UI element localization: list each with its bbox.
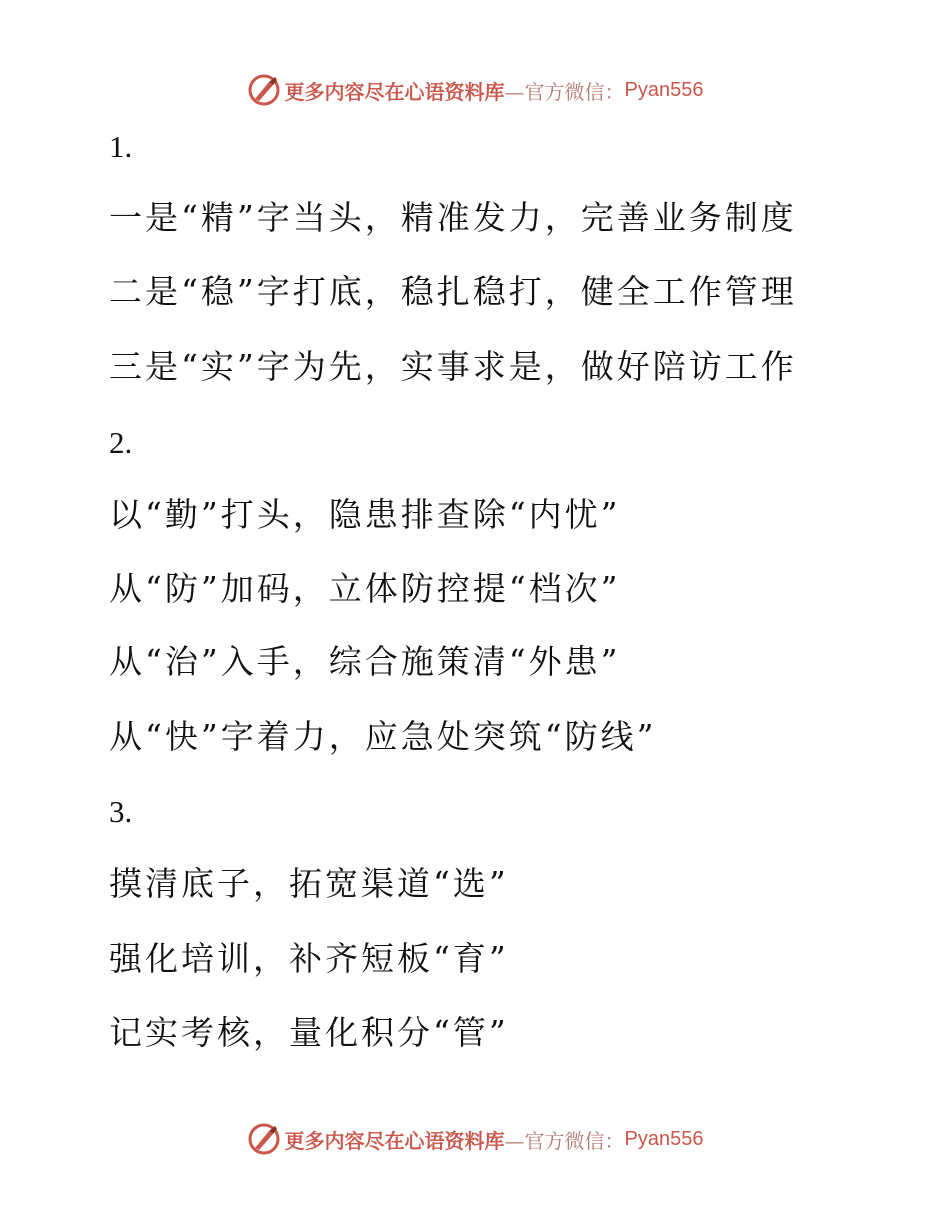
list-item: 一是“精”字当头，精准发力，完善业务制度 — [109, 198, 797, 237]
watermark-wechat-id: Pyan556 — [624, 1127, 704, 1150]
watermark-wechat-label: —官方微信： — [504, 79, 625, 104]
section-number: 1. — [109, 129, 133, 164]
list-item: 以“勤”打头，隐患排查除“内忧” — [109, 495, 621, 534]
watermark-text: 更多内容尽在心语资料库 — [284, 1128, 505, 1153]
watermark-footer — [0, 1119, 950, 1159]
watermark-header — [0, 70, 950, 110]
list-item: 从“快”字着力，应急处突筑“防线” — [109, 717, 657, 756]
section-number: 2. — [109, 425, 133, 460]
pen-logo-icon — [247, 1122, 281, 1156]
pen-logo-icon — [247, 73, 281, 107]
list-item: 记实考核，量化积分“管” — [109, 1013, 509, 1052]
watermark-wechat-id: Pyan556 — [624, 78, 704, 101]
list-item: 从“防”加码，立体防控提“档次” — [109, 569, 621, 608]
section-number: 3. — [109, 794, 133, 829]
watermark-text: 更多内容尽在心语资料库 — [284, 79, 505, 104]
list-item: 从“治”入手，综合施策清“外患” — [109, 642, 621, 681]
list-item: 二是“稳”字打底，稳扎稳打，健全工作管理 — [109, 272, 797, 311]
list-item: 摸清底子，拓宽渠道“选” — [109, 864, 509, 903]
watermark-wechat-label: —官方微信： — [504, 1128, 625, 1153]
list-item: 强化培训，补齐短板“育” — [109, 939, 509, 978]
list-item: 三是“实”字为先，实事求是，做好陪访工作 — [109, 347, 797, 386]
